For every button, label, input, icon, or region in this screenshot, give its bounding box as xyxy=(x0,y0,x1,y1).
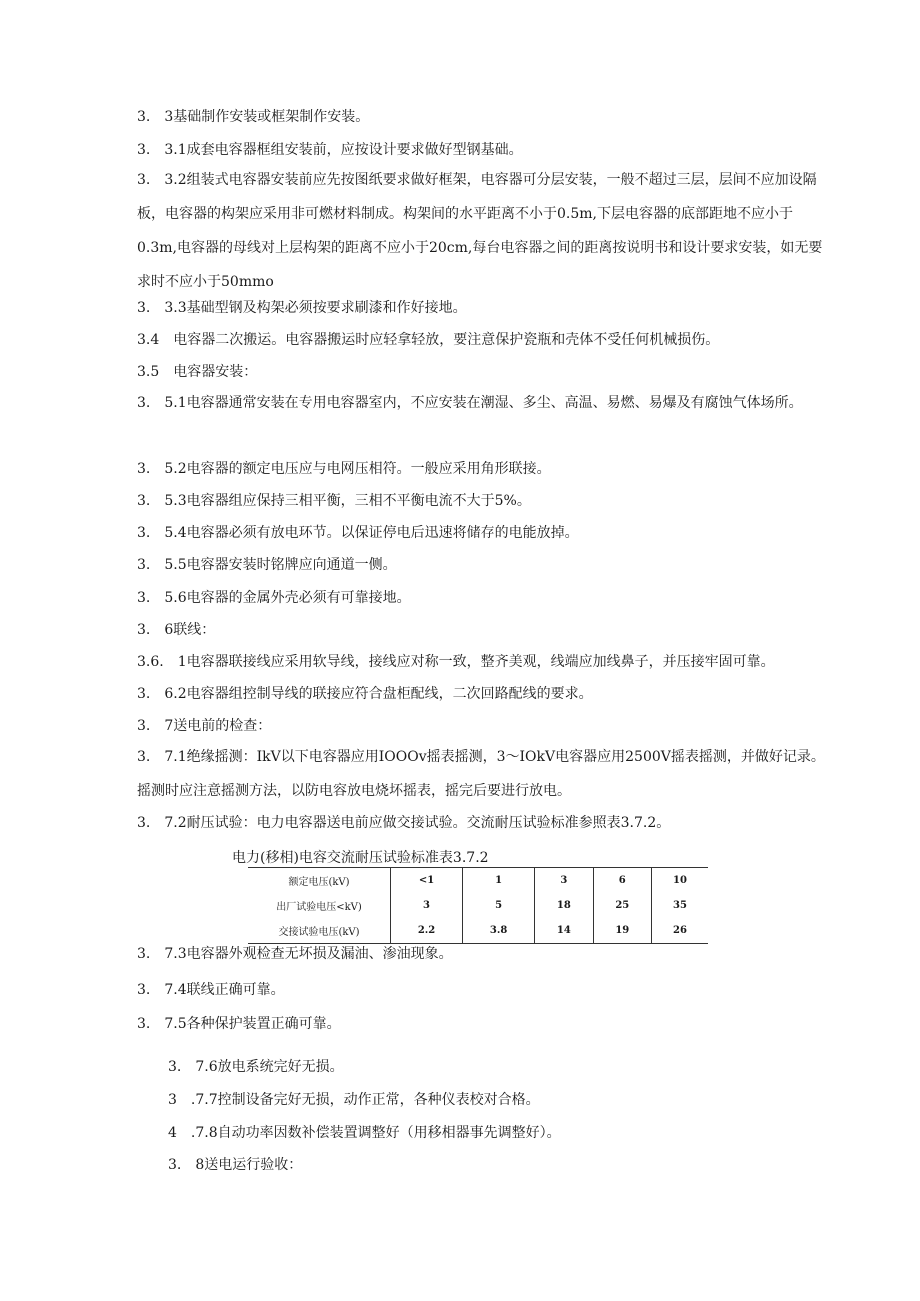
table-row xyxy=(248,868,708,894)
table-cell: <1 xyxy=(391,868,463,894)
table-cell: 3 xyxy=(391,893,463,918)
table-cell: 14 xyxy=(535,918,593,944)
table-cell: 19 xyxy=(593,918,651,944)
paragraph-3-5-5: 3. 5.5电容器安装时铭牌应向通道一侧。 xyxy=(137,557,397,573)
paragraph-3-5-4: 3. 5.4电容器必须有放电环节。以保证停电后迅速将储存的电能放掉。 xyxy=(137,525,579,541)
paragraph-3-7-2: 3. 7.2耐压试验：电力电容器送电前应做交接试验。交流耐压试验标准参照表3.7.2。 xyxy=(137,815,671,831)
row-label: 出厂试验电压<kV) xyxy=(276,902,362,913)
table-cell: 5 xyxy=(463,893,535,918)
paragraph-3-5-6: 3. 5.6电容器的金属外壳必须有可靠接地。 xyxy=(137,590,411,606)
paragraph-3-6: 3. 6联线： xyxy=(137,622,216,638)
table-cell: 18 xyxy=(535,893,593,918)
table-caption: 电力(移相)电容交流耐压试验标准表3.7.2 xyxy=(232,850,489,866)
row-label: 额定电压(kV) xyxy=(248,868,391,894)
paragraph-3-7-3: 3. 7.3电容器外观检查无坏损及漏油、渗油现象。 xyxy=(137,946,453,962)
table-cell: 6 xyxy=(593,868,651,894)
table-row xyxy=(248,918,708,944)
row-label: 交接试验电压(kV) xyxy=(248,918,391,944)
paragraph-3-4: 3.4 电容器二次搬运。电容器搬运时应轻拿轻放，要注意保护瓷瓶和壳体不受任何机械损伤。 xyxy=(137,332,720,348)
paragraph-4-7-8: 4 .7.8自动功率因数补偿装置调整好（用移相器事先调整好）。 xyxy=(168,1125,561,1141)
paragraph-3-7: 3. 7送电前的检查： xyxy=(137,718,272,734)
table-cell: 3 xyxy=(535,868,593,894)
table-cell: 2.2 xyxy=(391,918,463,944)
paragraph-3-5-1: 3. 5.1电容器通常安装在专用电容器室内，不应安装在潮湿、多尘、高温、易燃、易爆及有腐蚀气体场所。 xyxy=(137,395,803,411)
paragraph-3-7-5: 3. 7.5各种保护装置正确可靠。 xyxy=(137,1016,341,1032)
paragraph-3-8: 3. 8送电运行验收： xyxy=(168,1157,303,1173)
table-cell: 26 xyxy=(652,918,709,944)
paragraph-3-3-1: 3. 3.1成套电容器框组安装前，应按设计要求做好型钢基础。 xyxy=(137,142,523,158)
paragraph-3-5-3: 3. 5.3电容器组应保持三相平衡，三相不平衡电流不大于5%。 xyxy=(137,493,531,509)
table-cell: 1 xyxy=(463,868,535,894)
table-cell: 25 xyxy=(593,893,651,918)
paragraph-3-3: 3. 3基础制作安装或框架制作安装。 xyxy=(137,109,370,125)
withstand-voltage-table xyxy=(248,867,708,944)
paragraph-3-7-6: 3. 7.6放电系统完好无损。 xyxy=(168,1059,344,1075)
table-cell: 35 xyxy=(652,893,709,918)
paragraph-3-3-3: 3. 3.3基础型钢及构架必须按要求刷漆和作好接地。 xyxy=(137,300,467,316)
table-cell: 3.8 xyxy=(463,918,535,944)
paragraph-3-7-4: 3. 7.4联线正确可靠。 xyxy=(137,982,285,998)
table-row xyxy=(248,893,708,918)
table-cell: 10 xyxy=(652,868,709,894)
paragraph-3-5-2: 3. 5.2电容器的额定电压应与电网压相符。一般应采用角形联接。 xyxy=(137,461,551,477)
paragraph-3-7-1: 3. 7.1绝缘摇测：IkV以下电容器应用IOOOv摇表摇测，3～IOkV电容器应用2500V摇表摇测，并做好记录。摇测时应注意摇测方法，以防电容放电烧坏摇表，摇完后要进行放电。 xyxy=(137,749,825,799)
paragraph-3-3-2: 3. 3.2组装式电容器安装前应先按图纸要求做好框架，电容器可分层安装，一般不超过三层，层间不应加设隔板，电容器的构架应采用非可燃材料制成。构架间的水平距离不小于0.5m,下层电容器的底部距地不应小于0.3m,电容器的母线对上层构架的距离不应小于20cm,每台电容器之间的距离按说明书和设计要求安装，如无要求时不应小于50mmo xyxy=(137,172,823,290)
paragraph-3-6-1: 3.6. 1电容器联接线应采用软导线，接线应对称一致，整齐美观，线端应加线鼻子，并压接牢固可靠。 xyxy=(137,654,775,670)
paragraph-3-5: 3.5 电容器安装： xyxy=(137,364,258,380)
paragraph-3-7-7: 3 .7.7控制设备完好无损，动作正常，各种仪表校对合格。 xyxy=(168,1092,540,1108)
paragraph-3-6-2: 3. 6.2电容器组控制导线的联接应符合盘柜配线，二次回路配线的要求。 xyxy=(137,686,593,702)
